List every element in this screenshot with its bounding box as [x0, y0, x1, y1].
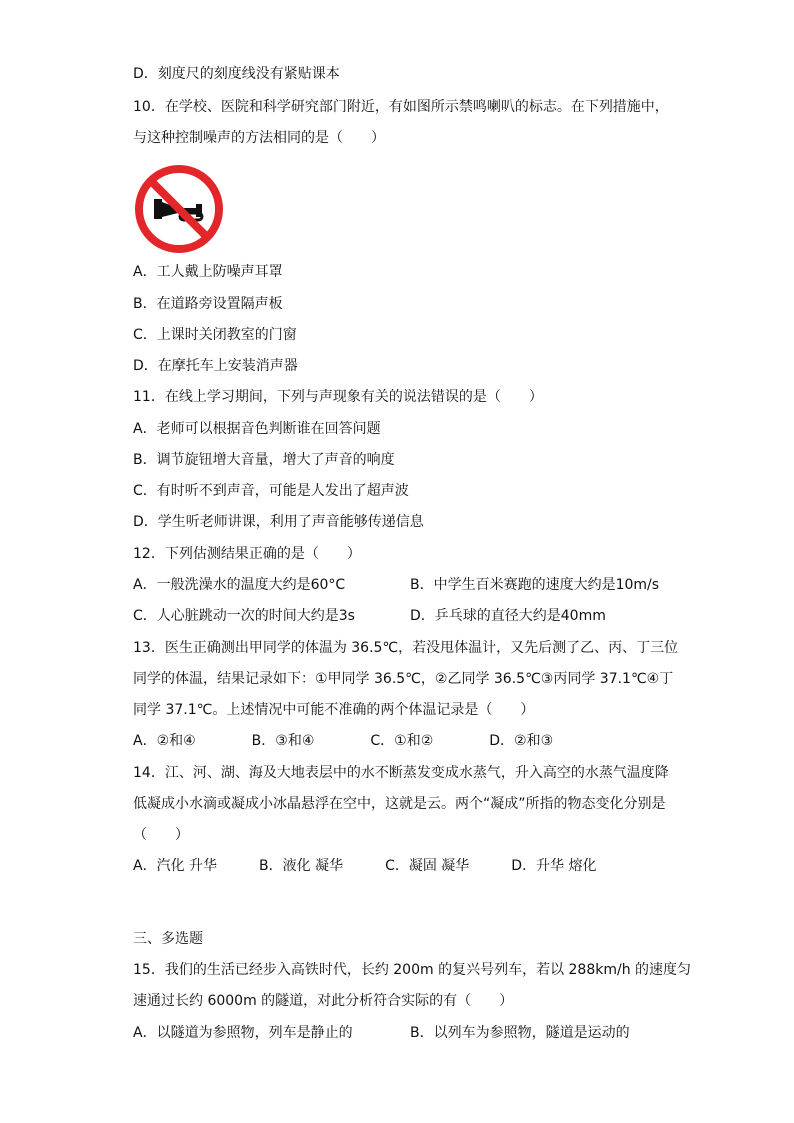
section-title-multiple-choice: 三、多选题: [133, 931, 203, 947]
q15-stem-line-1: 15．我们的生活已经步入高铁时代，长约 200m 的复兴号列车，若以 288km/h 的速度匀: [133, 962, 692, 978]
q14-stem-line-2: 低凝成小水滴或凝成小冰晶悬浮在空中，这就是云。两个“凝成”所指的物态变化分别是: [133, 796, 666, 812]
q14-stem-line-3: （ ）: [133, 827, 189, 843]
q10-option-a: A．工人戴上防噪声耳罩: [133, 264, 283, 280]
q13-options: A．②和④ B．③和④ C．①和② D．②和③: [133, 733, 554, 749]
q12-stem: 12．下列估测结果正确的是（ ）: [133, 546, 361, 562]
q11-stem: 11．在线上学习期间，下列与声现象有关的说法错误的是（ ）: [133, 389, 543, 405]
q10-stem-line-1: 10．在学校、医院和科学研究部门附近，有如图所示禁鸣喇叭的标志。在下列措施中，: [133, 99, 669, 115]
q11-option-c: C．有时听不到声音，可能是人发出了超声波: [133, 483, 409, 499]
q13-stem-line-2: 同学的体温，结果记录如下：①甲同学 36.5℃，②乙同学 36.5℃③丙同学 37.1℃④丁: [133, 671, 674, 687]
no-horn-sign-icon: [134, 164, 224, 254]
q13-stem-line-1: 13．医生正确测出甲同学的体温为 36.5℃，若没甩体温计，又先后测了乙、丙、丁三位: [133, 640, 679, 656]
q15-option-a: A．以隧道为参照物，列车是静止的: [133, 1025, 353, 1041]
q15-option-b: B．以列车为参照物，隧道是运动的: [410, 1025, 630, 1041]
q9-option-d: D．刻度尺的刻度线没有紧贴课本: [133, 66, 340, 82]
q11-option-d: D．学生听老师讲课，利用了声音能够传递信息: [133, 514, 424, 530]
q11-option-a: A．老师可以根据音色判断谁在回答问题: [133, 421, 381, 437]
q11-option-b: B．调节旋钮增大音量，增大了声音的响度: [133, 452, 395, 468]
q14-stem-line-1: 14．江、河、湖、海及大地表层中的水不断蒸发变成水蒸气，升入高空的水蒸气温度降: [133, 765, 669, 781]
q12-option-c: C．人心脏跳动一次的时间大约是3s: [133, 608, 355, 624]
q12-option-a: A．一般洗澡水的温度大约是60°C: [133, 577, 346, 593]
q10-option-d: D．在摩托车上安装消声器: [133, 358, 298, 374]
q12-option-b: B．中学生百米赛跑的速度大约是10m/s: [410, 577, 660, 593]
q15-stem-line-2: 速通过长约 6000m 的隧道，对此分析符合实际的有（ ）: [133, 993, 514, 1009]
q10-stem-line-2: 与这种控制噪声的方法相同的是（ ）: [133, 130, 385, 146]
q10-option-c: C．上课时关闭教室的门窗: [133, 327, 297, 343]
q14-options: A．汽化 升华 B．液化 凝华 C．凝固 凝华 D．升华 熔化: [133, 858, 597, 874]
q10-option-b: B．在道路旁设置隔声板: [133, 296, 283, 312]
q12-option-d: D．乒乓球的直径大约是40mm: [410, 608, 606, 624]
q13-stem-line-3: 同学 37.1℃。上述情况中可能不准确的两个体温记录是（ ）: [133, 702, 535, 718]
